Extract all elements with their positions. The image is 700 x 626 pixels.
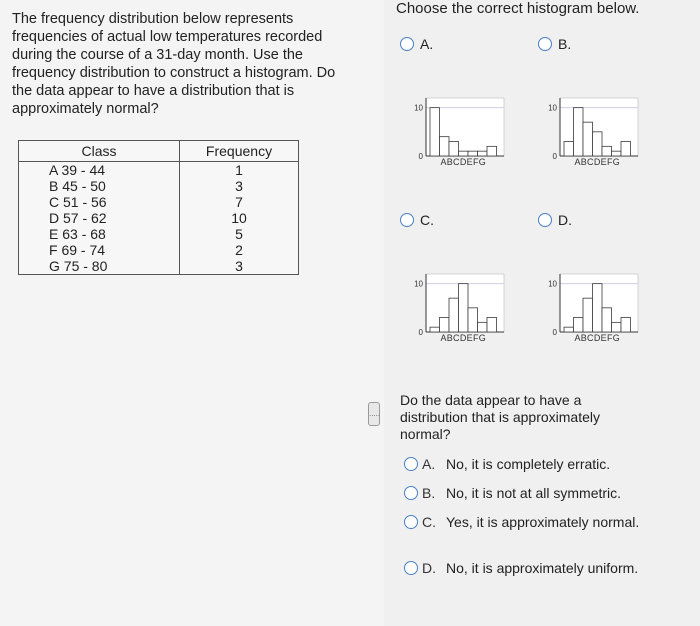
x-tick-labels: ABCDEFG [440,333,487,343]
answer-text: No, it is completely erratic. [446,456,611,472]
histogram-bar [478,322,488,332]
x-tick-labels: ABCDEFG [574,157,621,167]
histogram-bar [583,298,593,332]
histogram-bar [602,146,612,156]
histogram-bar [449,142,459,157]
table-row [19,178,299,194]
radio-icon[interactable] [400,213,414,227]
frequency-cell: 5 [180,226,299,242]
histogram-c [408,268,508,348]
answer-text: No, it is not at all symmetric. [446,485,622,501]
frequency-header: Frequency [180,141,299,162]
y-zero-label: 0 [552,152,557,161]
radio-icon[interactable] [538,213,552,227]
histogram-bar [487,146,497,156]
radio-icon[interactable] [404,561,418,575]
frequency-cell: 2 [180,242,299,258]
frequency-cell: 1 [180,162,299,179]
question-prompt: The frequency distribution below represents frequencies of actual low temperatures recorded during the course of a 31-day month. Use the frequency distribution to construct a histogram. Do the data appear to have a distribution that is approximately normal? [12,11,336,117]
answer-a[interactable] [404,456,664,473]
histogram-bar [583,122,593,156]
histogram-bar [440,318,450,333]
histogram-bar [602,308,612,332]
option-b-label: B. [558,36,572,52]
table-row [19,162,299,179]
class-cell: C 51 - 56 [19,194,180,210]
frequency-cell: 3 [180,258,299,275]
radio-icon[interactable] [400,37,414,51]
histogram-bar [440,137,450,156]
x-tick-labels: ABCDEFG [574,333,621,343]
table-row [19,258,299,275]
radio-icon[interactable] [538,37,552,51]
class-cell: B 45 - 50 [19,178,180,194]
histogram-svg [542,92,642,172]
table-row [19,226,299,242]
frequency-cell: 3 [180,178,299,194]
option-d-radio[interactable] [538,212,572,228]
class-cell: A 39 - 44 [19,162,180,179]
histogram-svg [408,92,508,172]
panel-resize-handle[interactable]: ..... [368,402,380,426]
histogram-bar [621,142,631,157]
histogram-bar [593,284,603,332]
histogram-bar [612,322,622,332]
option-a-radio[interactable] [400,36,433,52]
histogram-svg [542,268,642,348]
histogram-bar [593,132,603,156]
histogram-bar [574,318,584,333]
histogram-bar [612,151,622,156]
frequency-cell: 7 [180,194,299,210]
answer-letter: D. [422,560,436,576]
y-zero-label: 0 [552,328,557,337]
frequency-table [18,140,299,275]
histogram-a [408,92,508,172]
histogram-bar [449,298,459,332]
answer-b[interactable] [404,485,664,502]
answer-letter: B. [422,485,436,501]
radio-icon[interactable] [404,515,418,529]
answer-d[interactable] [404,560,664,577]
answer-letter: A. [422,456,436,472]
histogram-d [542,268,642,348]
class-header: Class [19,141,180,162]
class-cell: E 63 - 68 [19,226,180,242]
option-c-radio[interactable] [400,212,434,228]
y-tick-label: 10 [548,103,557,113]
answer-text: No, it is approximately uniform. [446,560,639,576]
answer-text: Yes, it is approximately normal. [446,514,640,530]
histogram-bar [478,151,488,156]
histogram-bar [487,318,497,333]
table-row [19,210,299,226]
y-tick-label: 10 [414,279,423,289]
class-cell: F 69 - 74 [19,242,180,258]
x-tick-labels: ABCDEFG [440,157,487,167]
histogram-instruction: Choose the correct histogram below. [396,0,640,17]
histogram-bar [468,151,478,156]
option-d-label: D. [558,212,572,228]
histogram-bar [430,327,440,332]
y-zero-label: 0 [418,152,423,161]
y-zero-label: 0 [418,328,423,337]
answer-letter: C. [422,514,436,530]
y-tick-label: 10 [414,103,423,113]
frequency-cell: 10 [180,210,299,226]
y-tick-label: 10 [548,279,557,289]
class-cell: G 75 - 80 [19,258,180,275]
normality-question: Do the data appear to have a distribution that is approximately normal? [400,392,600,442]
histogram-bar [621,318,631,333]
histogram-bar [459,284,469,332]
radio-icon[interactable] [404,486,418,500]
radio-icon[interactable] [404,457,418,471]
histogram-bar [459,151,469,156]
histogram-bar [430,108,440,156]
answer-c[interactable] [404,514,664,531]
option-a-label: A. [420,36,434,52]
histogram-bar [574,108,584,156]
class-cell: D 57 - 62 [19,210,180,226]
option-b-radio[interactable] [538,36,571,52]
table-row [19,194,299,210]
histogram-svg [408,268,508,348]
option-c-label: C. [420,212,434,228]
table-row [19,242,299,258]
histogram-b [542,92,642,172]
histogram-bar [468,308,478,332]
histogram-bar [564,327,574,332]
histogram-bar [564,142,574,157]
